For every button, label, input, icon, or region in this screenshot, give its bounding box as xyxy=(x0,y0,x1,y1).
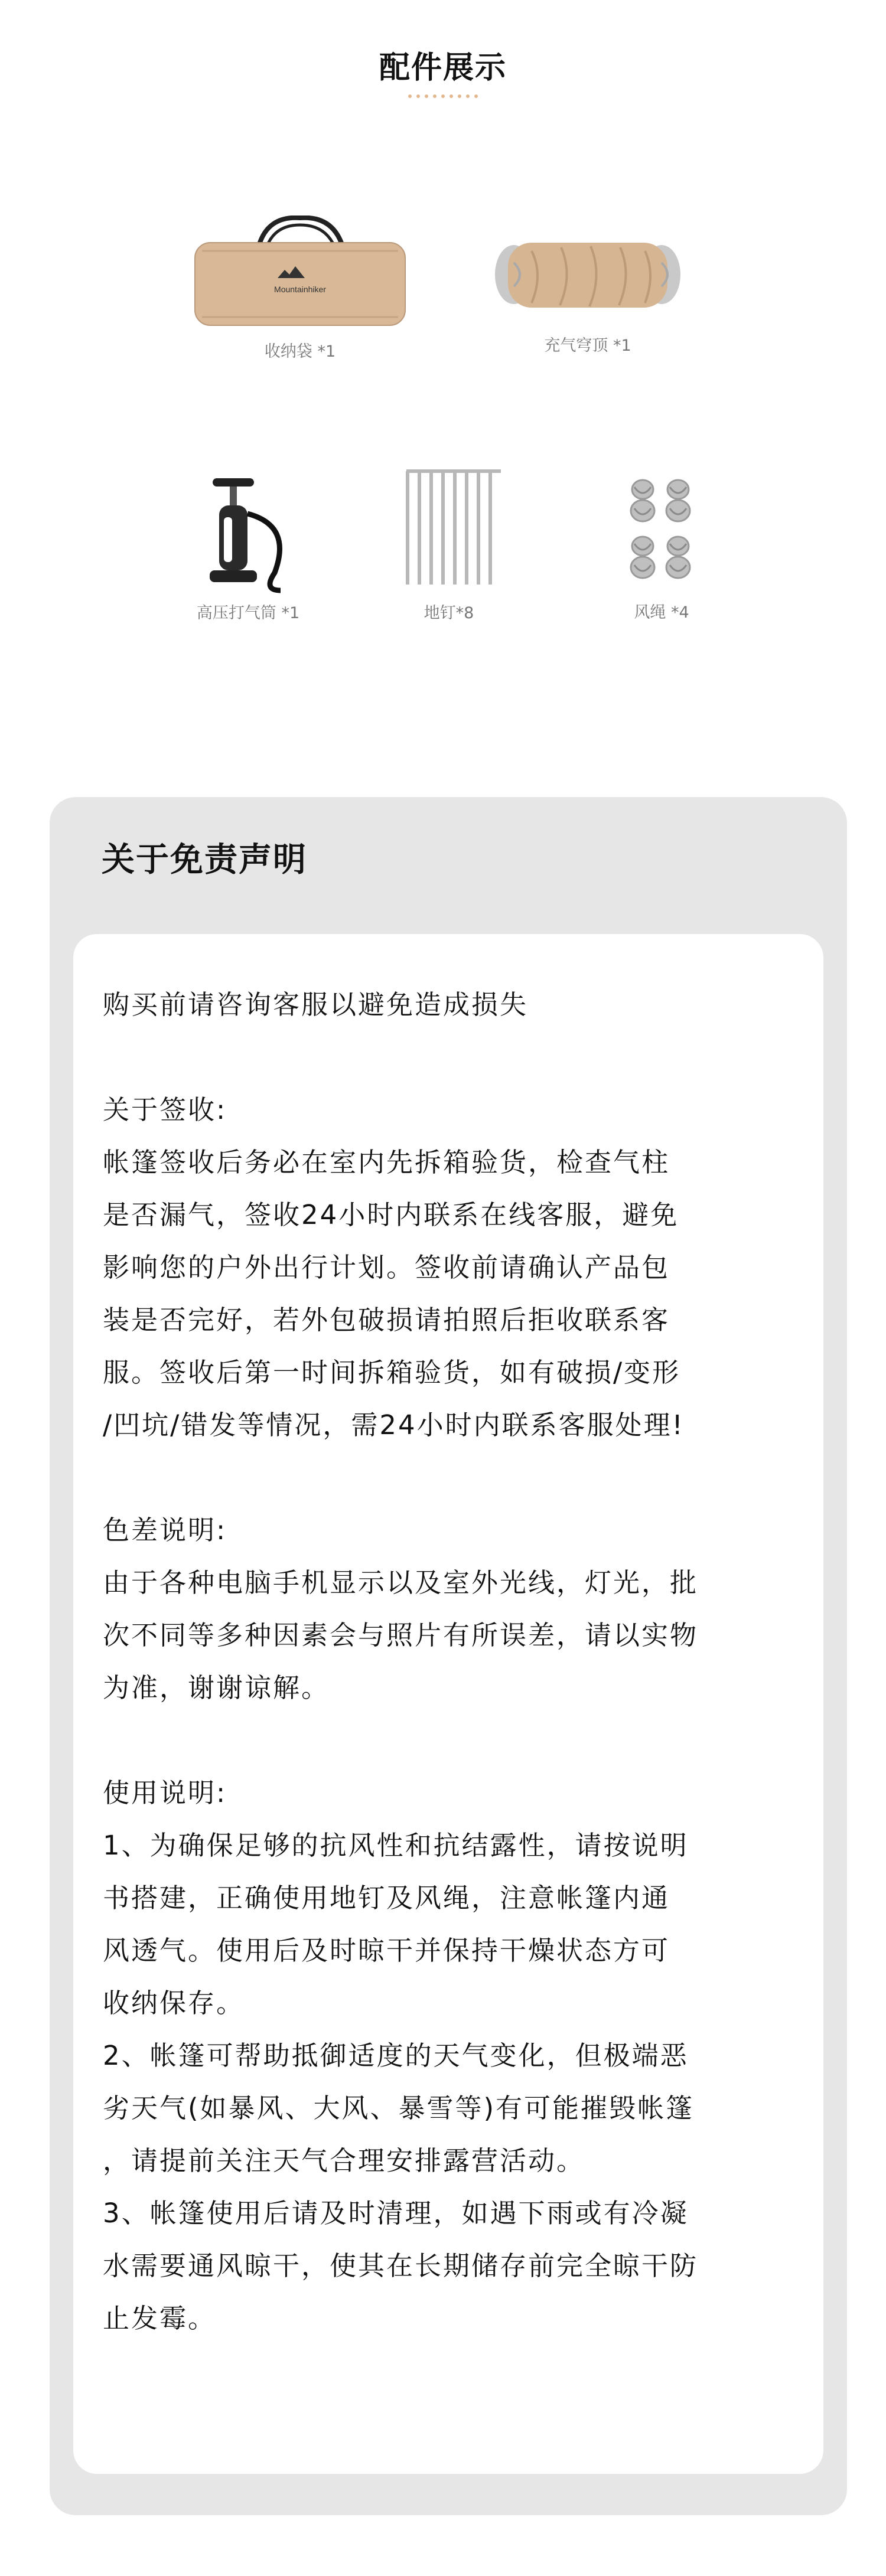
usage-line: ，请提前关注天气合理安排露营活动。 xyxy=(103,2145,585,2176)
accessories-title: 配件展示 xyxy=(379,50,507,86)
receipt-line: 装是否完好，若外包破损请拍照后拒收联系客 xyxy=(103,1304,670,1336)
inflatable-dome-caption: 充气穹顶 *1 xyxy=(544,337,631,355)
usage-line: 3、帐篷使用后请及时清理，如遇下雨或有冷凝 xyxy=(103,2198,689,2229)
accessory-inflatable-dome xyxy=(490,227,685,360)
title-dots-decoration xyxy=(0,94,886,98)
usage-line: 1、为确保足够的抗风性和抗结露性，请按说明 xyxy=(103,1830,689,1861)
disclaimer-title: 关于免责声明 xyxy=(102,841,307,879)
disclaimer-content-panel xyxy=(73,934,823,2474)
usage-line: 2、帐篷可帮助抵御适度的天气变化，但极端恶 xyxy=(103,2040,689,2071)
usage-line: 水需要通风晾干，使其在长期储存前完全晾干防 xyxy=(103,2250,699,2281)
accessory-air-pump xyxy=(180,478,316,626)
intro-text: 购买前请咨询客服以避免造成损失 xyxy=(103,989,529,1020)
wind-rope-icon xyxy=(608,475,715,593)
usage-line: 风透气。使用后及时晾干并保持干燥状态方可 xyxy=(103,1935,670,1966)
disclaimer-body xyxy=(103,978,800,2345)
accessory-wind-ropes xyxy=(608,475,715,626)
ground-stakes-caption: 地钉*8 xyxy=(424,604,474,622)
usage-line: 劣天气(如暴风、大风、暴雪等)有可能摧毁帐篷 xyxy=(103,2092,695,2124)
receipt-line: /凹坑/错发等情况，需24小时内联系客服处理! xyxy=(103,1409,685,1441)
accessories-section xyxy=(0,0,886,768)
color-heading: 色差说明: xyxy=(103,1514,227,1546)
receipt-line: 服。签收后第一时间拆箱验货，如有破损/变形 xyxy=(103,1357,681,1388)
receipt-line: 帐篷签收后务必在室内先拆箱验货，检查气柱 xyxy=(103,1147,670,1178)
svg-text:Mountainhiker: Mountainhiker xyxy=(274,285,326,294)
ground-stakes-icon xyxy=(390,466,508,590)
receipt-line: 影响您的户外出行计划。签收前请确认产品包 xyxy=(103,1252,670,1283)
wind-rope-caption: 风绳 *4 xyxy=(634,603,689,622)
color-line: 次不同等多种因素会与照片有所误差，请以实物 xyxy=(103,1620,699,1651)
usage-heading: 使用说明: xyxy=(103,1777,227,1808)
storage-bag-caption: 收纳袋 *1 xyxy=(264,342,336,361)
air-pump-caption: 高压打气筒 *1 xyxy=(196,604,300,622)
usage-line: 收纳保存。 xyxy=(103,1987,245,2019)
receipt-heading: 关于签收: xyxy=(103,1094,227,1125)
receipt-line: 是否漏气，签收24小时内联系在线客服，避免 xyxy=(103,1199,679,1230)
accessory-ground-stakes xyxy=(390,466,508,626)
air-pump-icon xyxy=(180,478,316,596)
usage-line: 止发霉。 xyxy=(103,2303,217,2334)
color-line: 由于各种电脑手机显示以及室外光线，灯光，批 xyxy=(103,1567,699,1598)
storage-bag-icon xyxy=(188,216,412,334)
inflatable-dome-icon xyxy=(490,227,685,334)
disclaimer-card xyxy=(50,797,847,2515)
color-line: 为准，谢谢谅解。 xyxy=(103,1672,330,1703)
accessory-storage-bag xyxy=(188,216,412,361)
usage-line: 书搭建，正确使用地钉及风绳，注意帐篷内通 xyxy=(103,1882,670,1914)
